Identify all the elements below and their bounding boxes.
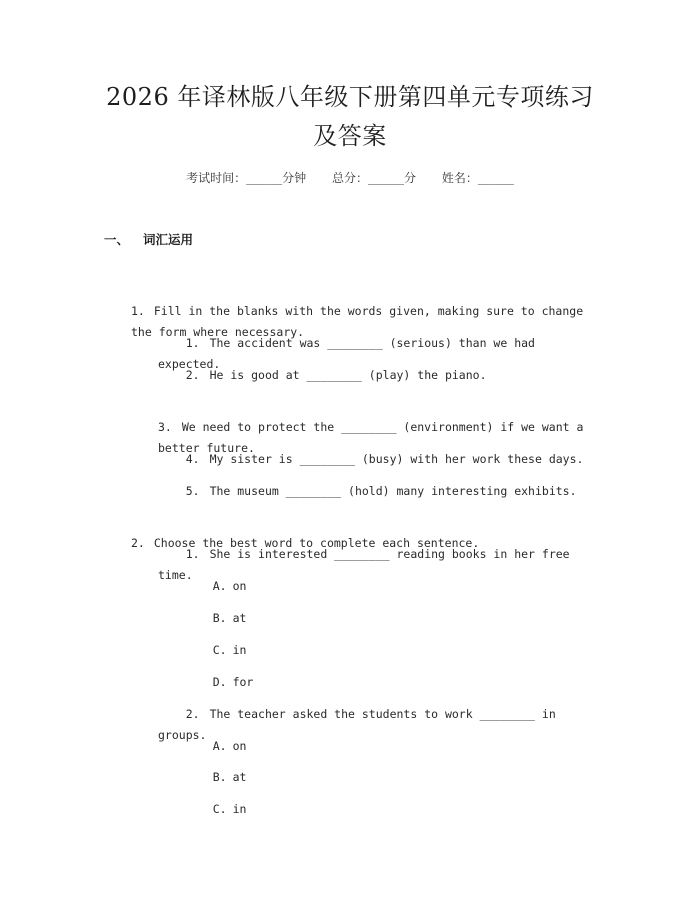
option-letter: A. — [212, 579, 227, 593]
section-number: 一、 — [104, 232, 130, 247]
page-title — [60, 78, 640, 156]
total-score: 总分：______分 — [331, 171, 416, 185]
option-text: for — [232, 675, 254, 689]
item-number: 4. — [185, 452, 200, 466]
item-text: He is good at ________ (play) the piano. — [209, 368, 487, 382]
option-text: on — [232, 579, 247, 593]
option-text: in — [232, 802, 247, 816]
question-text: Choose the best word to complete each sentence. — [153, 536, 480, 550]
item-text: She is interested ________ reading books in her free time. — [158, 547, 577, 582]
title-line-1: 2026 年译林版八年级下册第四单元专项练习 — [106, 83, 594, 111]
option-text: at — [232, 611, 247, 625]
option-text: at — [232, 770, 247, 784]
item-text: The accident was ________ (serious) than we had expected. — [158, 336, 542, 371]
section-title: 词汇运用 — [143, 232, 194, 247]
question-number: 2. — [131, 536, 145, 550]
option-c[interactable] — [185, 778, 246, 841]
option-letter: C. — [212, 643, 227, 657]
option-letter: D. — [212, 675, 227, 689]
item-number: 2. — [185, 707, 200, 721]
item-number: 2. — [185, 368, 200, 382]
item-text: The museum ________ (hold) many interesting exhibits. — [209, 484, 577, 498]
item-text: The teacher asked the students to work ________ in groups. — [158, 707, 563, 742]
exam-meta — [0, 169, 700, 186]
item-number: 1. — [185, 547, 200, 561]
option-letter: B. — [212, 770, 227, 784]
option-text: on — [232, 739, 247, 753]
title-line-2: 及答案 — [313, 122, 387, 150]
item-text: We need to protect the ________ (environment) if we want a better future. — [158, 420, 591, 455]
option-letter: B. — [212, 611, 227, 625]
section-heading — [104, 230, 193, 248]
exam-time: 考试时间：______分钟 — [186, 171, 307, 185]
item-number: 5. — [185, 484, 200, 498]
item-number: 1. — [185, 336, 200, 350]
option-letter: A. — [212, 739, 227, 753]
question-text: Fill in the blanks with the words given, making sure to change the form where necessary. — [131, 304, 591, 339]
student-name: 姓名：______ — [441, 171, 514, 185]
question-number: 1. — [131, 304, 145, 318]
item-number: 3. — [158, 420, 172, 434]
option-letter: C. — [212, 802, 227, 816]
item-text: My sister is ________ (busy) with her work these days. — [209, 452, 584, 466]
option-text: in — [232, 643, 247, 657]
